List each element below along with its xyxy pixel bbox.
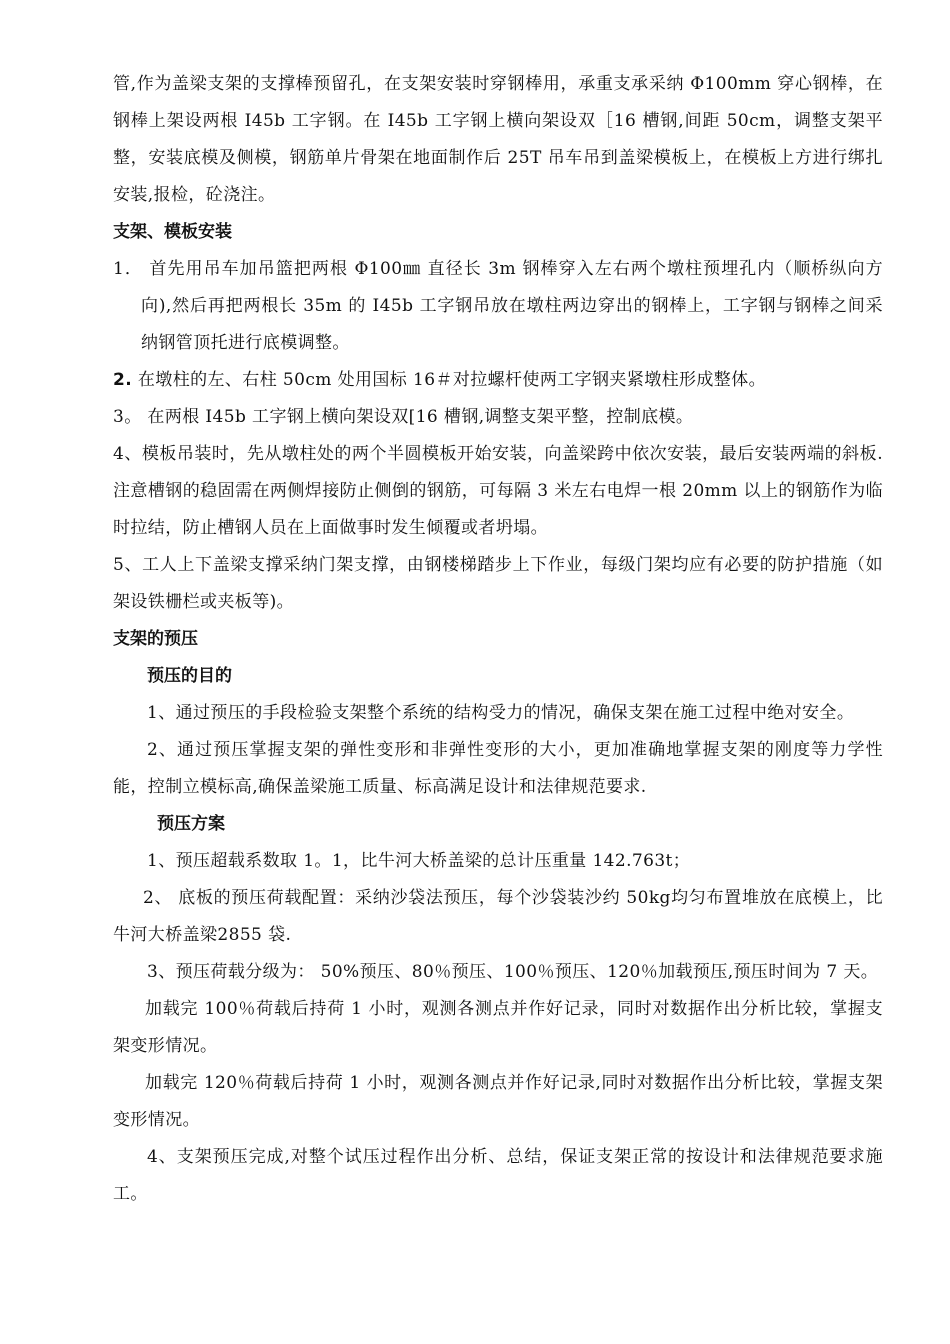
install-item-1: 1． 首先用吊车加吊篮把两根 Φ100㎜ 直径长 3m 钢棒穿入左右两个墩柱预埋孔内（顺桥纵向方向),然后再把两根长 35m 的 I45b 工字钢吊放在墩柱两边穿出的钢棒上，工字钢与钢棒之间采纳钢管顶托进行底模调整。 xyxy=(113,259,883,353)
plan-item-3-note-120: 加载完 120％荷载后持荷 1 小时，观测各测点并作好记录,同时对数据作出分析比较，掌握支架变形情况。 xyxy=(113,1073,883,1130)
plan-item-3: 3、预压荷载分级为： 50%预压、80％预压、100％预压、120％加载预压,预压时间为 7 天。 xyxy=(147,962,879,982)
install-item-5: 5、工人上下盖梁支撑采纳门架支撑，由钢楼梯踏步上下作业，每级门架均应有必要的防护措施（如架设铁栅栏或夹板等)。 xyxy=(113,555,883,612)
purpose-item-1: 1、通过预压的手段检验支架整个系统的结构受力的情况，确保支架在施工过程中绝对安全。 xyxy=(147,703,855,723)
plan-item-2: 2、 底板的预压荷载配置：采纳沙袋法预压，每个沙袋装沙约 50kg均匀布置堆放在底模上，比牛河大桥盖梁2855 袋. xyxy=(113,888,883,945)
intro-paragraph: 管,作为盖梁支架的支撑棒预留孔，在支架安装时穿钢棒用，承重支承采纳 Φ100mm 穿心钢棒，在钢棒上架设两根 I45b 工字钢。在 I45b 工字钢上横向架设双［16 槽钢,间距 50cm，调整支架平整，安装底模及侧模，钢筋单片骨架在地面制作后 25T 吊车吊到盖梁模板上，在模板上方进行绑扎安装,报检，砼浇注。 xyxy=(113,74,883,205)
document-body xyxy=(113,66,883,1213)
install-item-3: 3。 在两根 I45b 工字钢上横向架设双[16 槽钢,调整支架平整，控制底模。 xyxy=(113,407,694,427)
install-item-2-number: 2. xyxy=(113,370,133,390)
plan-item-4: 4、支架预压完成,对整个试压过程作出分析、总结，保证支架正常的按设计和法律规范要求施工。 xyxy=(113,1147,883,1204)
install-item-4: 4、模板吊装时，先从墩柱处的两个半圆模板开始安装，向盖梁跨中依次安装，最后安装两端的斜板.注意槽钢的稳固需在两侧焊接防止侧倒的钢筋，可每隔 3 米左右电焊一根 20mm 以上的钢筋作为临时拉结，防止槽钢人员在上面做事时发生倾覆或者坍塌。 xyxy=(113,444,883,538)
section-heading-install: 支架、模板安装 xyxy=(113,222,232,242)
purpose-item-2: 2、通过预压掌握支架的弹性变形和非弹性变形的大小，更加准确地掌握支架的刚度等力学性能，控制立模标高,确保盖梁施工质量、标高满足设计和法律规范要求. xyxy=(113,740,883,797)
section-heading-preload: 支架的预压 xyxy=(113,629,198,649)
install-item-2-text: 在墩柱的左、右柱 50cm 处用国标 16＃对拉螺杆使两工字钢夹紧墩柱形成整体。 xyxy=(132,370,767,390)
plan-item-3-note-100: 加载完 100％荷载后持荷 1 小时，观测各测点并作好记录，同时对数据作出分析比较，掌握支架变形情况。 xyxy=(113,999,883,1056)
subheading-plan: 预压方案 xyxy=(157,814,225,834)
plan-item-1: 1、预压超载系数取 1。1，比牛河大桥盖梁的总计压重量 142.763t； xyxy=(147,851,691,871)
subheading-purpose: 预压的目的 xyxy=(147,666,232,686)
install-item-2 xyxy=(113,362,883,399)
